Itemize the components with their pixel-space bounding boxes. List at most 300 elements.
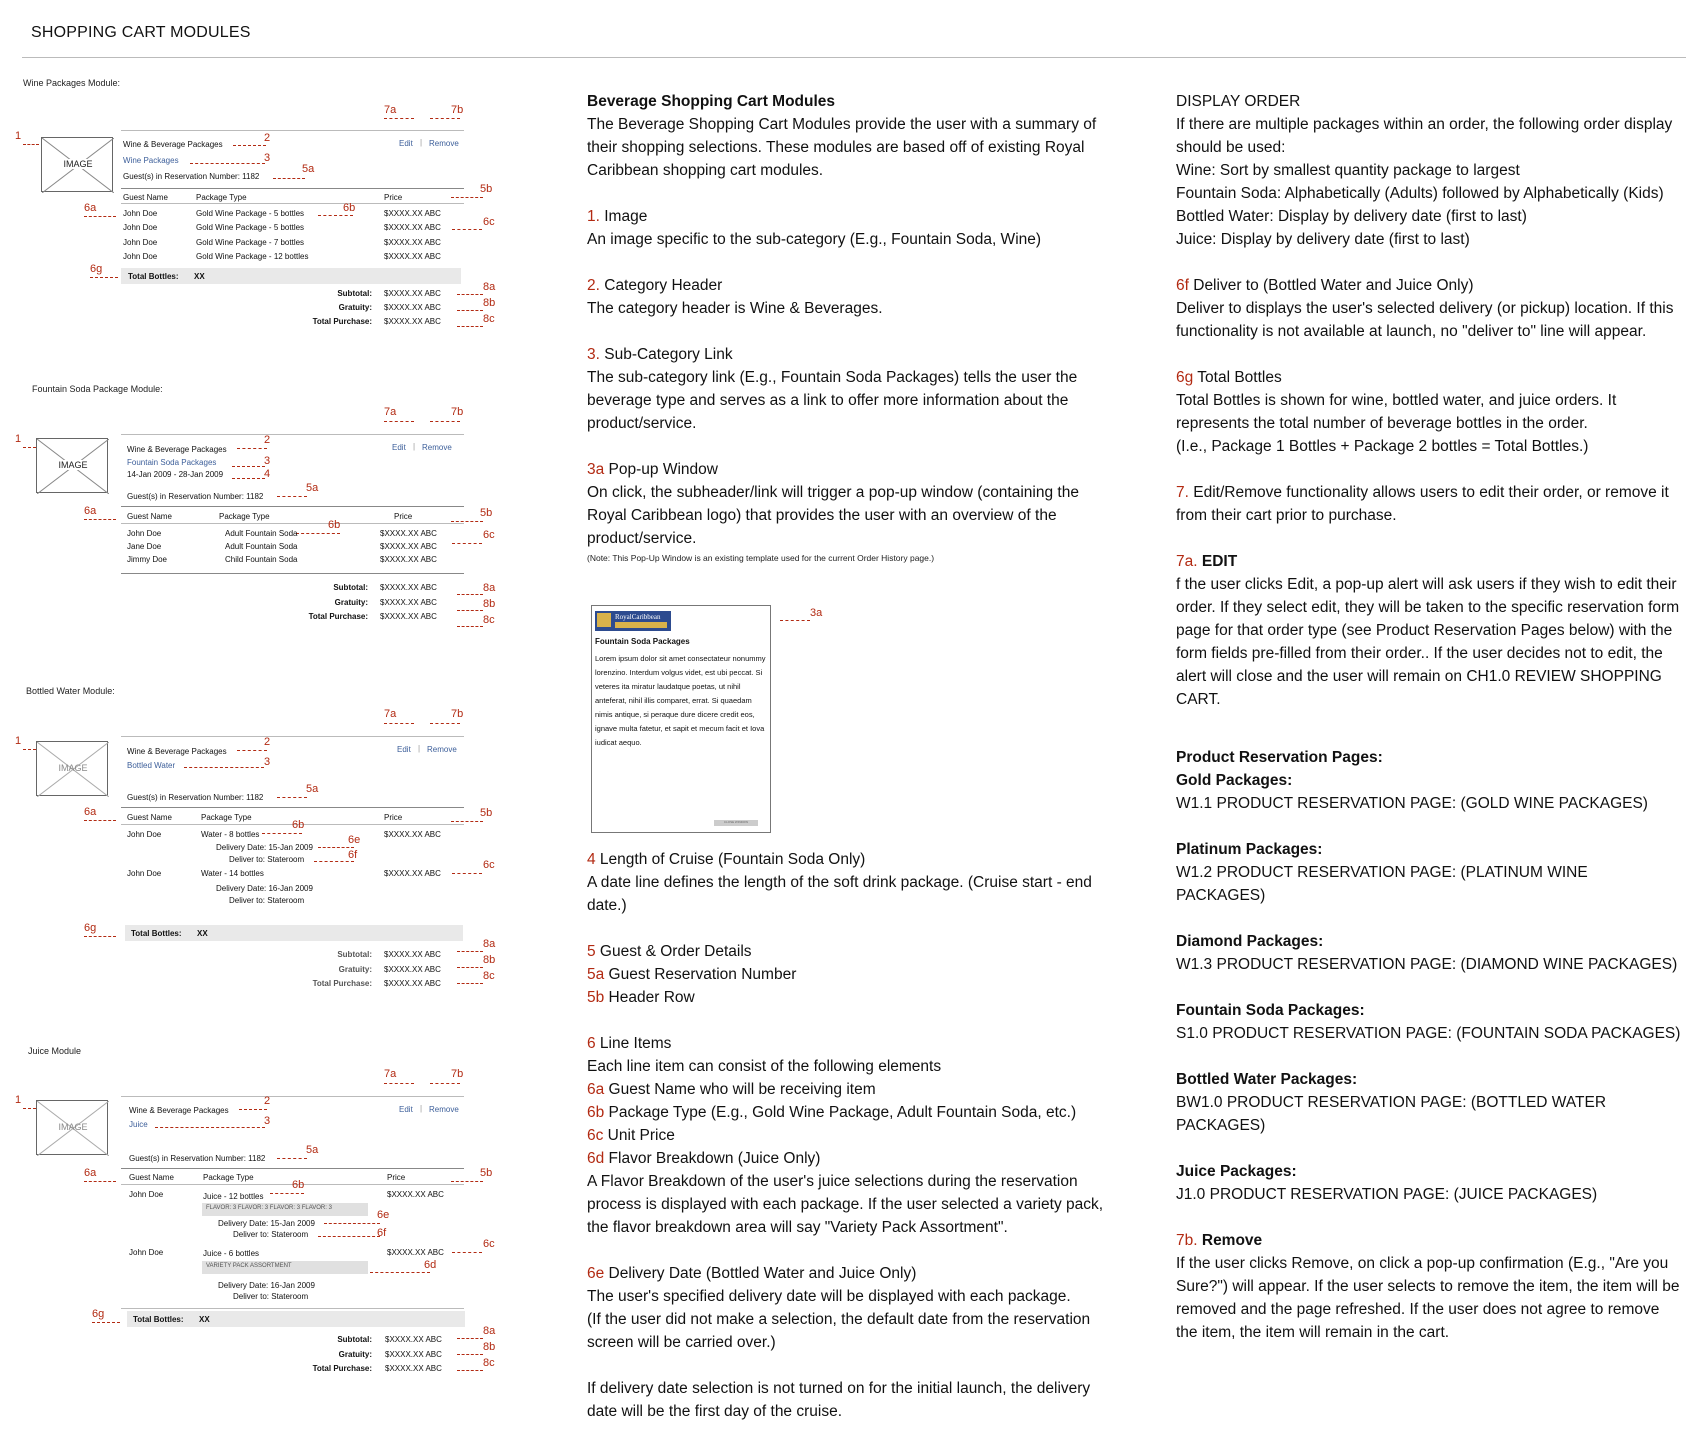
leader-line	[23, 144, 39, 145]
callout-8c: 8c	[483, 614, 495, 626]
col-guest-name: Guest Name	[127, 813, 172, 822]
edit-link[interactable]: Edit	[399, 1105, 413, 1114]
divider	[121, 1308, 464, 1309]
leader-line	[430, 1083, 460, 1084]
divider	[121, 188, 464, 189]
subtotal-value: $XXXX.XX ABC	[380, 583, 437, 592]
leader-line	[232, 466, 265, 467]
leader-line	[239, 1109, 267, 1110]
leader-line	[277, 496, 307, 497]
callout-1: 1	[15, 130, 22, 142]
leader-line	[451, 1181, 483, 1182]
reservation-page-link: BW1.0 PRODUCT RESERVATION PAGE: (BOTTLED WATER PACKAGES)	[1176, 1094, 1607, 1134]
reservation-page-link: W1.2 PRODUCT RESERVATION PAGE: (PLATINUM WINE PACKAGES)	[1176, 864, 1588, 904]
row-price: $XXXX.XX ABC	[384, 223, 441, 232]
section-number: 4	[587, 851, 596, 868]
callout-6e: 6e	[377, 1209, 390, 1221]
callout-8a: 8a	[483, 281, 496, 293]
row-price: $XXXX.XX ABC	[387, 1248, 444, 1257]
callout-8c: 8c	[483, 1357, 495, 1369]
popup-window-preview	[591, 605, 771, 833]
row-guest: John Doe	[129, 1190, 164, 1199]
section-title: 4 Length of Cruise (Fountain Soda Only)	[587, 851, 866, 868]
title-divider	[22, 57, 1686, 58]
callout-6g: 6g	[84, 922, 97, 934]
row-guest: John Doe	[123, 223, 158, 232]
callout-6b: 6b	[292, 819, 305, 831]
divider	[121, 736, 464, 737]
subcategory-link[interactable]: Fountain Soda Packages	[127, 458, 217, 467]
leader-line	[84, 1181, 116, 1182]
reservation-page-link: J1.0 PRODUCT RESERVATION PAGE: (JUICE PACKAGES)	[1176, 1186, 1598, 1203]
leader-line	[92, 1322, 120, 1323]
callout-3: 3	[264, 152, 271, 164]
section-number: 7.	[1176, 484, 1189, 501]
gratuity-value: $XXXX.XX ABC	[384, 965, 441, 974]
row-delivery-date: Delivery Date: 16-Jan 2009	[218, 1281, 315, 1290]
section-number: 7b.	[1176, 1232, 1198, 1249]
row-package: Gold Wine Package - 5 bottles	[196, 223, 305, 232]
section-body: Deliver to displays the user's selected delivery (or pickup) location. If this functionality is not available at launch, no "deliver to" line will appear.	[1176, 300, 1674, 340]
callout-3: 3	[264, 1115, 271, 1127]
total-purchase-label: Total Purchase:	[312, 979, 372, 988]
section-body: Each line item can consist of the following elements	[587, 1058, 942, 1075]
royal-caribbean-logo: RoyalCaribbean	[595, 611, 671, 631]
separator: |	[418, 744, 421, 753]
callout-8c: 8c	[483, 970, 495, 982]
leader-line	[452, 1252, 482, 1253]
section-note: (Note: This Pop-Up Window is an existing template used for the current Order History page.)	[587, 553, 935, 563]
callout-7b: 7b	[451, 1068, 464, 1080]
total-bottles-label: Total Bottles:	[133, 1315, 184, 1324]
callout-6a: 6a	[84, 1167, 97, 1179]
section-body: f the user clicks Edit, a pop-up alert will ask users if they wish to edit their order. If they select edit, they will be taken to the specific reservation form page for that order type (see Product Reservation Pages below) with the form fields pre-filled from their order.. If the user decides not to edit, the alert will close and the user will remain on CH1.0 REVIEW SHOPPING CART.	[1176, 576, 1680, 708]
row-price: $XXXX.XX ABC	[380, 542, 437, 551]
callout-6a: 6a	[84, 202, 97, 214]
leader-line	[84, 519, 116, 520]
section-number: 6a	[587, 1081, 605, 1098]
image-label: IMAGE	[58, 1122, 88, 1132]
callout-7a: 7a	[384, 406, 397, 418]
callout-6c: 6c	[483, 529, 495, 541]
callout-8b: 8b	[483, 954, 496, 966]
leader-line	[451, 521, 483, 522]
subtotal-value: $XXXX.XX ABC	[384, 950, 441, 959]
leader-line	[457, 310, 483, 311]
package-heading: Bottled Water Packages:	[1176, 1071, 1358, 1088]
row-price: $XXXX.XX ABC	[384, 830, 441, 839]
leader-line	[457, 967, 483, 968]
callout-6f: 6f	[348, 849, 358, 861]
image-label: IMAGE	[58, 159, 98, 169]
row-price: $XXXX.XX ABC	[384, 238, 441, 247]
col-package-type: Package Type	[201, 813, 252, 822]
section-title: 6a Guest Name who will be receiving item	[587, 1081, 876, 1098]
section-number: 7a.	[1176, 553, 1198, 570]
reservation-page-link: W1.1 PRODUCT RESERVATION PAGE: (GOLD WINE PACKAGES)	[1176, 795, 1648, 812]
row-delivery-date: Delivery Date: 15-Jan 2009	[218, 1219, 315, 1228]
popup-body: Lorem ipsum dolor sit amet consectateur nonummy lorenzino. Interdum volgus videt, est ubi peccat. Si veteres ita miratur laudatque poetas, ut nihil anteferat, nihil illis comparet, errat. Si quaedam nimis antique, si peraque dure dicere credit eos, ignave multa fatetur, et sapit et mecum facit et Iova iudicat aequo.	[595, 654, 766, 747]
image-label: IMAGE	[58, 763, 88, 773]
col-price: Price	[394, 512, 413, 521]
row-deliver-to: Deliver to: Stateroom	[229, 896, 305, 905]
leader-line	[318, 215, 353, 216]
callout-6g: 6g	[90, 263, 103, 275]
flavor-breakdown: VARIETY PACK ASSORTMENT	[202, 1261, 368, 1274]
package-heading: Diamond Packages:	[1176, 933, 1324, 950]
col-price: Price	[384, 193, 403, 202]
section-title: 6g Total Bottles	[1176, 369, 1282, 386]
callout-2: 2	[264, 736, 271, 748]
leader-line	[451, 197, 483, 198]
row-package: Juice - 12 bottles	[203, 1192, 264, 1201]
callout-6f: 6f	[377, 1227, 387, 1239]
intro-text: The Beverage Shopping Cart Modules provide the user with a summary of their shopping selections. These modules are based off of existing Royal Caribbean shopping cart modules.	[587, 116, 1097, 179]
remove-link[interactable]: Remove	[429, 139, 459, 148]
leader-line	[452, 229, 482, 230]
subtotal-value: $XXXX.XX ABC	[385, 1335, 442, 1344]
leader-line	[324, 1223, 380, 1224]
subcategory-link[interactable]: Wine Packages	[123, 156, 179, 165]
row-guest: John Doe	[123, 252, 158, 261]
leader-line	[457, 1338, 483, 1339]
row-deliver-to: Deliver to: Stateroom	[229, 855, 305, 864]
order-rule: Wine: Sort by smallest quantity package to largest	[1176, 162, 1520, 179]
right-column	[1176, 90, 1681, 1344]
leader-line	[237, 448, 267, 449]
row-price: $XXXX.XX ABC	[384, 209, 441, 218]
leader-line	[84, 820, 116, 821]
leader-line	[457, 983, 483, 984]
total-bottles-value: XX	[199, 1315, 210, 1324]
package-heading: Juice Packages:	[1176, 1163, 1297, 1180]
row-package: Water - 14 bottles	[201, 869, 264, 878]
leader-line	[430, 723, 460, 724]
callout-5b: 5b	[480, 183, 493, 195]
total-bottles-label: Total Bottles:	[128, 272, 179, 281]
callout-3: 3	[264, 756, 271, 768]
total-purchase-label: Total Purchase:	[308, 612, 368, 621]
callout-7b: 7b	[451, 104, 464, 116]
row-package: Adult Fountain Soda	[225, 529, 298, 538]
leader-line	[457, 294, 483, 295]
guest-reservation: Guest(s) in Reservation Number: 1182	[127, 793, 264, 802]
callout-6c: 6c	[483, 1238, 495, 1250]
section-body: On click, the subheader/link will trigger a pop-up window (containing the Royal Caribbean logo) that provides the user with an overview of the product/service.	[587, 484, 1079, 547]
callout-7a: 7a	[384, 1068, 397, 1080]
subtotal-label: Subtotal:	[337, 289, 372, 298]
remove-link[interactable]: Remove	[427, 745, 457, 754]
leader-line	[23, 447, 36, 448]
section-title: 7a. EDIT	[1176, 553, 1238, 570]
subcategory-link[interactable]: Juice	[129, 1120, 148, 1129]
section-body: The sub-category link (E.g., Fountain Soda Packages) tells the user the beverage type and serves as a link to offer more information about the product/service.	[587, 369, 1078, 432]
category-header: Wine & Beverage Packages	[127, 747, 227, 756]
leader-line	[318, 1236, 380, 1237]
leader-line	[780, 620, 810, 621]
edit-link[interactable]: Edit	[399, 139, 413, 148]
total-purchase-value: $XXXX.XX ABC	[380, 612, 437, 621]
middle-column-lower	[587, 848, 1107, 1423]
leader-line	[237, 750, 267, 751]
section-body: (If the user did not make a selection, the default date from the reservation screen will be carried over.)	[587, 1311, 1091, 1351]
callout-2: 2	[264, 132, 271, 144]
callout-6e: 6e	[348, 834, 361, 846]
section-title: 6 Line Items	[587, 1035, 672, 1052]
row-deliver-to: Deliver to: Stateroom	[233, 1230, 309, 1239]
callout-8b: 8b	[483, 598, 496, 610]
col-guest-name: Guest Name	[127, 512, 172, 521]
callout-8b: 8b	[483, 297, 496, 309]
col-price: Price	[387, 1173, 406, 1182]
leader-line	[277, 1158, 307, 1159]
close-window-button[interactable]: CLOSE WINDOW	[714, 820, 758, 826]
section-number: 6e	[587, 1265, 605, 1282]
subtotal-label: Subtotal:	[337, 950, 372, 959]
leader-line	[273, 178, 305, 179]
leader-line	[314, 861, 354, 862]
leader-line	[451, 821, 483, 822]
section-body: An image specific to the sub-category (E.g., Fountain Soda, Wine)	[587, 231, 1042, 248]
leader-line	[384, 118, 414, 119]
divider	[121, 434, 464, 435]
leader-line	[384, 723, 414, 724]
callout-8a: 8a	[483, 938, 496, 950]
subtotal-label: Subtotal:	[337, 1335, 372, 1344]
gratuity-value: $XXXX.XX ABC	[384, 303, 441, 312]
total-purchase-value: $XXXX.XX ABC	[385, 1364, 442, 1373]
row-guest: John Doe	[127, 529, 162, 538]
section-title: 2. Category Header	[587, 277, 723, 294]
gratuity-value: $XXXX.XX ABC	[380, 598, 437, 607]
subtotal-value: $XXXX.XX ABC	[384, 289, 441, 298]
section-title: 6b Package Type (E.g., Gold Wine Package, Adult Fountain Soda, etc.)	[587, 1104, 1077, 1121]
section-body: The user's specified delivery date will be displayed with each package.	[587, 1288, 1071, 1305]
row-package: Water - 8 bottles	[201, 830, 260, 839]
row-guest: Jimmy Doe	[127, 555, 168, 564]
section-title: 6d Flavor Breakdown (Juice Only)	[587, 1150, 821, 1167]
leader-line	[270, 1193, 304, 1194]
section-number: 6	[587, 1035, 596, 1052]
section-number: 1.	[587, 208, 600, 225]
callout-4: 4	[264, 468, 271, 480]
edit-link[interactable]: Edit	[392, 443, 406, 452]
callout-5b: 5b	[480, 507, 493, 519]
divider	[121, 523, 464, 524]
leader-line	[457, 626, 483, 627]
col-guest-name: Guest Name	[123, 193, 168, 202]
divider	[121, 807, 464, 808]
flavor-breakdown: FLAVOR: 3 FLAVOR: 3 FLAVOR: 3 FLAVOR: 3	[202, 1203, 368, 1216]
section-body: If there are multiple packages within an order, the following order display should be used:	[1176, 116, 1673, 156]
guest-reservation: Guest(s) in Reservation Number: 1182	[129, 1154, 266, 1163]
popup-title: Fountain Soda Packages	[595, 637, 690, 646]
callout-7b: 7b	[451, 406, 464, 418]
section-body: The category header is Wine & Beverages.	[587, 300, 883, 317]
gratuity-label: Gratuity:	[334, 598, 368, 607]
col-guest-name: Guest Name	[129, 1173, 174, 1182]
section-heading: DISPLAY ORDER	[1176, 93, 1301, 110]
section-title: 1. Image	[587, 208, 648, 225]
section-body: Total Bottles is shown for wine, bottled water, and juice orders. It represents the total number of beverage bottles in the order.	[1176, 392, 1617, 432]
package-heading: Gold Packages:	[1176, 772, 1293, 789]
category-header: Wine & Beverage Packages	[129, 1106, 229, 1115]
separator: |	[413, 442, 416, 451]
row-price: $XXXX.XX ABC	[384, 252, 441, 261]
remove-link[interactable]: Remove	[422, 443, 452, 452]
leader-line	[384, 421, 414, 422]
row-delivery-date: Delivery Date: 15-Jan 2009	[216, 843, 313, 852]
callout-6c: 6c	[483, 216, 495, 228]
leader-line	[262, 833, 302, 834]
leader-line	[90, 277, 118, 278]
package-heading: Platinum Packages:	[1176, 841, 1323, 858]
callout-2: 2	[264, 434, 271, 446]
row-guest: John Doe	[123, 209, 158, 218]
leader-line	[84, 216, 116, 217]
row-package: Gold Wine Package - 12 bottles	[196, 252, 309, 261]
image-label: IMAGE	[53, 460, 93, 470]
separator: |	[420, 138, 423, 147]
row-price: $XXXX.XX ABC	[384, 869, 441, 878]
order-rule: Fountain Soda: Alphabetically (Adults) followed by Alphabetically (Kids)	[1176, 185, 1664, 202]
leader-line	[318, 847, 354, 848]
leader-line	[277, 797, 307, 798]
category-header: Wine & Beverage Packages	[127, 445, 227, 454]
row-delivery-date: Delivery Date: 16-Jan 2009	[216, 884, 313, 893]
row-package: Gold Wine Package - 7 bottles	[196, 238, 305, 247]
section-title: 5 Guest & Order Details	[587, 943, 752, 960]
callout-6a: 6a	[84, 505, 97, 517]
leader-line	[184, 767, 264, 768]
total-bottles-value: XX	[194, 272, 205, 281]
row-package: Juice - 6 bottles	[203, 1249, 260, 1258]
section-number: 5b	[587, 989, 605, 1006]
section-title: 3. Sub-Category Link	[587, 346, 733, 363]
callout-8a: 8a	[483, 1325, 496, 1337]
page-title: SHOPPING CART MODULES	[31, 24, 251, 41]
row-guest: John Doe	[129, 1248, 164, 1257]
leader-line	[370, 1272, 430, 1273]
leader-line	[457, 326, 483, 327]
leader-line	[452, 543, 482, 544]
leader-line	[457, 951, 483, 952]
section-title: 6e Delivery Date (Bottled Water and Juice Only)	[587, 1265, 917, 1282]
callout-6c: 6c	[483, 859, 495, 871]
row-package: Child Fountain Soda	[225, 555, 298, 564]
leader-line	[190, 163, 265, 164]
col-package-type: Package Type	[219, 512, 270, 521]
row-package: Gold Wine Package - 5 bottles	[196, 209, 305, 218]
callout-1: 1	[15, 1094, 22, 1106]
gratuity-label: Gratuity:	[338, 303, 372, 312]
callout-8c: 8c	[483, 313, 495, 325]
row-guest: John Doe	[127, 830, 162, 839]
leader-line	[452, 873, 482, 874]
gratuity-label: Gratuity:	[338, 1350, 372, 1359]
col-package-type: Package Type	[203, 1173, 254, 1182]
section-number: 5	[587, 943, 596, 960]
row-guest: Jane Doe	[127, 542, 162, 551]
row-deliver-to: Deliver to: Stateroom	[233, 1292, 309, 1301]
section-number: 6d	[587, 1150, 605, 1167]
section-body: A date line defines the length of the soft drink package. (Cruise start - end date.)	[587, 874, 1092, 914]
category-header: Wine & Beverage Packages	[123, 140, 223, 149]
section-title: 5b Header Row	[587, 989, 695, 1006]
callout-8a: 8a	[483, 582, 496, 594]
section-body: If the user clicks Remove, on click a pop-up confirmation (E.g., "Are you Sure?") will appear. If the user selects to remove the item, the item will be removed and the page refreshed. If the user does not agree to remove the item, the item will remain in the cart.	[1176, 1255, 1680, 1341]
col-package-type: Package Type	[196, 193, 247, 202]
callout-5b: 5b	[480, 807, 493, 819]
section-title: 6c Unit Price	[587, 1127, 675, 1144]
callout-7b: 7b	[451, 708, 464, 720]
callout-6g: 6g	[92, 1308, 105, 1320]
row-price: $XXXX.XX ABC	[380, 555, 437, 564]
section-number: 6g	[1176, 369, 1194, 386]
section-number: 6f	[1176, 277, 1189, 294]
callout-1: 1	[15, 735, 22, 747]
callout-6b: 6b	[292, 1179, 305, 1191]
remove-link[interactable]: Remove	[429, 1105, 459, 1114]
guest-reservation: Guest(s) in Reservation Number: 1182	[127, 492, 264, 501]
subtotal-label: Subtotal:	[333, 583, 368, 592]
total-purchase-label: Total Purchase:	[312, 317, 372, 326]
row-guest: John Doe	[123, 238, 158, 247]
row-price: $XXXX.XX ABC	[380, 529, 437, 538]
divider	[121, 573, 464, 574]
section-body: A Flavor Breakdown of the user's juice selections during the reservation process is displayed with each package. If the user selected a variety pack, the flavor breakdown area will say "Variety Pack Assortment".	[587, 1173, 1104, 1236]
reservation-page-link: W1.3 PRODUCT RESERVATION PAGE: (DIAMOND WINE PACKAGES)	[1176, 956, 1678, 973]
callout-5a: 5a	[302, 163, 315, 175]
section-heading: Beverage Shopping Cart Modules	[587, 93, 836, 110]
leader-line	[457, 610, 483, 611]
module-label: Fountain Soda Package Module:	[32, 384, 163, 394]
edit-link[interactable]: Edit	[397, 745, 411, 754]
callout-6a: 6a	[84, 806, 97, 818]
callout-6b: 6b	[328, 519, 341, 531]
middle-column	[587, 90, 1107, 564]
leader-line	[457, 1370, 483, 1371]
leader-line	[457, 594, 483, 595]
row-price: $XXXX.XX ABC	[387, 1190, 444, 1199]
gratuity-value: $XXXX.XX ABC	[385, 1350, 442, 1359]
module-label: Juice Module	[28, 1046, 82, 1056]
total-bottles-value: XX	[197, 929, 208, 938]
leader-line	[384, 1083, 414, 1084]
section-title: 6f Deliver to (Bottled Water and Juice Only)	[1176, 277, 1474, 294]
leader-line	[233, 145, 266, 146]
row-package: Adult Fountain Soda	[225, 542, 298, 551]
product-image	[41, 137, 113, 192]
section-number: 5a	[587, 966, 605, 983]
callout-5b: 5b	[480, 1167, 493, 1179]
module-label: Wine Packages Module:	[23, 78, 121, 88]
section-title: 3a Pop-up Window	[587, 461, 718, 478]
section-number: 3.	[587, 346, 600, 363]
order-rule: Bottled Water: Display by delivery date (first to last)	[1176, 208, 1527, 225]
separator: |	[420, 1104, 423, 1113]
section-body: 7. Edit/Remove functionality allows users to edit their order, or remove it from their cart prior to purchase.	[1176, 484, 1669, 524]
cruise-dates: 14-Jan 2009 - 28-Jan 2009	[127, 470, 224, 479]
section-body: (I.e., Package 1 Bottles + Package 2 bottles = Total Bottles.)	[1176, 438, 1589, 455]
module-label: Bottled Water Module:	[26, 686, 115, 696]
product-image	[36, 438, 108, 493]
total-bottles-label: Total Bottles:	[131, 929, 182, 938]
leader-line	[430, 118, 460, 119]
subcategory-link[interactable]: Bottled Water	[127, 761, 176, 770]
divider	[121, 1096, 464, 1097]
section-number: 3a	[587, 461, 605, 478]
